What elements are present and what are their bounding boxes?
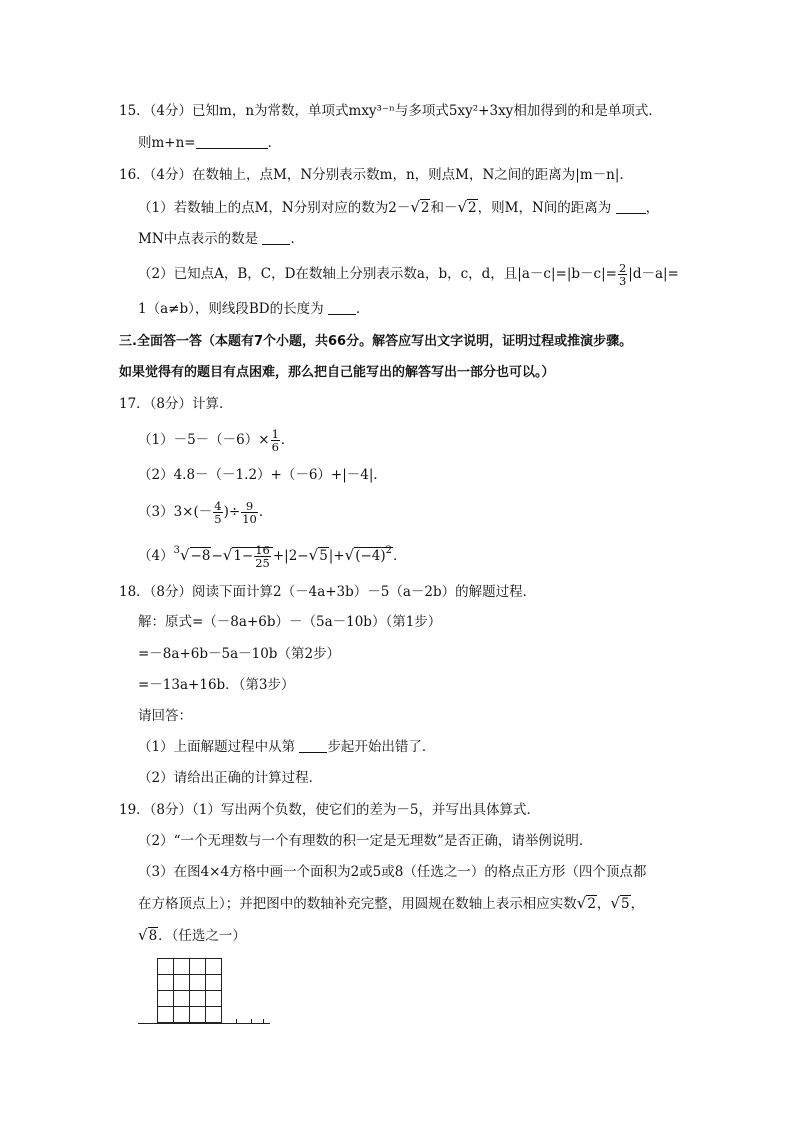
q15-line2-suffix: ．: [267, 135, 282, 151]
answer-blank: [196, 134, 268, 149]
q17-p3-a: （3）3×(－: [138, 504, 213, 520]
q19-p3-rad2: 5: [620, 896, 630, 912]
sqrt-sign-icon: √: [344, 546, 355, 564]
q19-part2: （2）“一个无理数与一个有理数的积一定是无理数”是否正确，请举例说明．: [138, 833, 593, 849]
number-line-figure: [138, 1018, 272, 1030]
root-index: 3: [173, 545, 180, 556]
fraction: [271, 428, 280, 453]
q19-p3-sep: ，: [596, 896, 611, 912]
fraction: [241, 500, 258, 525]
q18-step2: =－8a+6b－5a－10b（第2步）: [138, 646, 341, 662]
q17-part1: [138, 428, 294, 453]
q18-ask: 请回答：: [138, 708, 192, 724]
q19-p3-rad1: 2: [587, 896, 596, 912]
q17-part3: [138, 500, 272, 525]
q16-p2-a: （2）已知点A，B，C，D在数轴上分别表示数a，b，c，d，且|a－c|=|b－c|=: [138, 266, 617, 282]
sqrt-sign-icon: √: [457, 198, 468, 216]
q17-part4: [138, 541, 407, 569]
q16-part2-line1: [138, 262, 679, 287]
answer-blank: [299, 738, 327, 753]
answer-blank: [262, 230, 290, 245]
fraction-denominator: 25: [255, 556, 270, 570]
q19-p3-end: ，: [630, 896, 645, 912]
q16-intro: 16．（4分）在数轴上，点M，N分别表示数m，n，则点M，N之间的距离为|m－n|．: [119, 167, 633, 183]
q16-p1-line2-prefix: MN中点表示的数是: [138, 231, 259, 247]
q16-p1-end: ，: [645, 200, 660, 216]
q16-p1-rad1: 2: [420, 200, 430, 216]
section3-heading-line2: 如果觉得有的题目有点困难，那么把自己能写出的解答写出一部分也可以。）: [119, 365, 555, 380]
sqrt-sign-icon: √: [576, 894, 587, 912]
q16-p1-b: 和－: [430, 200, 458, 216]
section3-heading-line1: 三.全面答一答（本题有7个小题，共66分。解答应写出文字说明，证明过程或推演步骤。: [119, 334, 633, 349]
q16-part1-line2: [138, 229, 304, 249]
q16-p1-rad2: 2: [468, 200, 477, 216]
q18-part1: [138, 737, 435, 757]
q18-p1-suffix: 步起开始出错了．: [327, 739, 436, 755]
q16-p1-line2-suffix: ．: [290, 231, 304, 247]
sqrt-sign-icon: √: [222, 546, 233, 564]
q16-part2-line2: [138, 299, 369, 319]
q17-p4-b: −: [211, 548, 223, 564]
q17-part2: （2）4.8－（－1.2）+（－6）+|－4|．: [138, 467, 387, 483]
q17-p4-rad4: [354, 547, 393, 564]
q15-line1: 15．（4分）已知m，n为常数，单项式mxy³⁻ⁿ与多项式5xy²+3xy相加得到的和是单项式．: [119, 103, 662, 119]
q16-p1-c: ，则M，N间的距离为: [477, 200, 612, 216]
fraction-numerator: 9: [241, 500, 258, 513]
fraction-denominator: 5: [214, 512, 222, 526]
answer-blank: [328, 300, 356, 315]
q15-line2-prefix: 则m+n=: [138, 135, 196, 151]
fraction-denominator: 10: [242, 512, 257, 526]
q16-p2-b: |d－a|=: [628, 266, 679, 282]
answer-blank: [616, 199, 646, 214]
fraction-denominator: 3: [618, 274, 627, 288]
q17-p4-end: ．: [393, 548, 407, 564]
q18-step3: =－13a+16b．（第3步）: [138, 677, 295, 693]
fraction: [618, 262, 627, 287]
q16-p2-line2-prefix: 1（a≠b），则线段BD的长度为: [138, 301, 324, 317]
fraction-numerator: 2: [618, 261, 627, 275]
q17-p3-b: )÷: [223, 504, 241, 520]
q19-part3-line3: [138, 925, 246, 946]
q17-p4-a: （4）: [138, 548, 174, 564]
q17-p4-rad2: [232, 543, 273, 570]
sqrt-sign-icon: √: [610, 894, 620, 912]
q19-p3-line3-suffix: ．（任选之一）: [158, 928, 246, 944]
fraction: [254, 544, 271, 569]
q17-p4-rad4-base: (−4): [355, 548, 386, 564]
sqrt-sign-icon: √: [138, 926, 148, 944]
sqrt-sign-icon: √: [308, 546, 319, 564]
q17-p4-rad1: −8: [190, 548, 211, 564]
fraction-denominator: 6: [271, 440, 279, 454]
q17-title: 17．（8分）计算．: [119, 396, 233, 412]
q17-p4-rad3: 5: [319, 548, 328, 564]
q16-p1-a: （1）若数轴上的点M，N分别对应的数为2－: [138, 200, 411, 216]
q17-p1-a: （1）－5－（－6）×: [138, 432, 270, 448]
grid-4x4-figure: [157, 958, 223, 1024]
exponent: 2: [385, 545, 393, 556]
fraction-numerator: 1: [271, 427, 279, 441]
q19-title: 19．（8分）（1）写出两个负数，使它们的差为－5，并写出具体算式．: [119, 802, 540, 818]
sqrt-sign-icon: √: [179, 546, 190, 564]
fraction-numerator: 16: [255, 543, 270, 557]
q16-part1-line1: [138, 197, 659, 218]
q15-line2: [138, 133, 281, 153]
fraction: [213, 500, 222, 525]
q17-p4-rad2a: 1−: [233, 548, 254, 564]
q17-p4-d: |+: [328, 548, 345, 564]
q18-p1-prefix: （1）上面解题过程中从第: [138, 739, 296, 755]
q18-part2: （2）请给出正确的计算过程．: [138, 770, 323, 786]
q19-part3-line1: （3）在图4×4方格中画一个面积为2或5或8（任选之一）的格点正方形（四个顶点都: [138, 864, 647, 880]
q19-p3-line2-a: 在方格顶点上）；并把图中的数轴补充完整，用圆规在数轴上表示相应实数: [138, 896, 577, 912]
q18-title: 18．（8分）阅读下面计算2（－4a+3b）－5（a－2b）的解题过程．: [119, 584, 537, 600]
q17-p3-end: ．: [258, 504, 273, 520]
q18-step1: 解：原式=（－8a+6b）－（5a－10b）（第1步）: [138, 614, 442, 630]
fraction-numerator: 4: [214, 499, 222, 513]
q16-p2-line2-suffix: ．: [355, 301, 370, 317]
q17-p1-end: ．: [280, 432, 295, 448]
q17-p4-c: +|2−: [272, 548, 309, 564]
q19-part3-line2: [138, 893, 644, 914]
sqrt-sign-icon: √: [410, 198, 420, 216]
q19-p3-rad3: 8: [148, 928, 158, 944]
